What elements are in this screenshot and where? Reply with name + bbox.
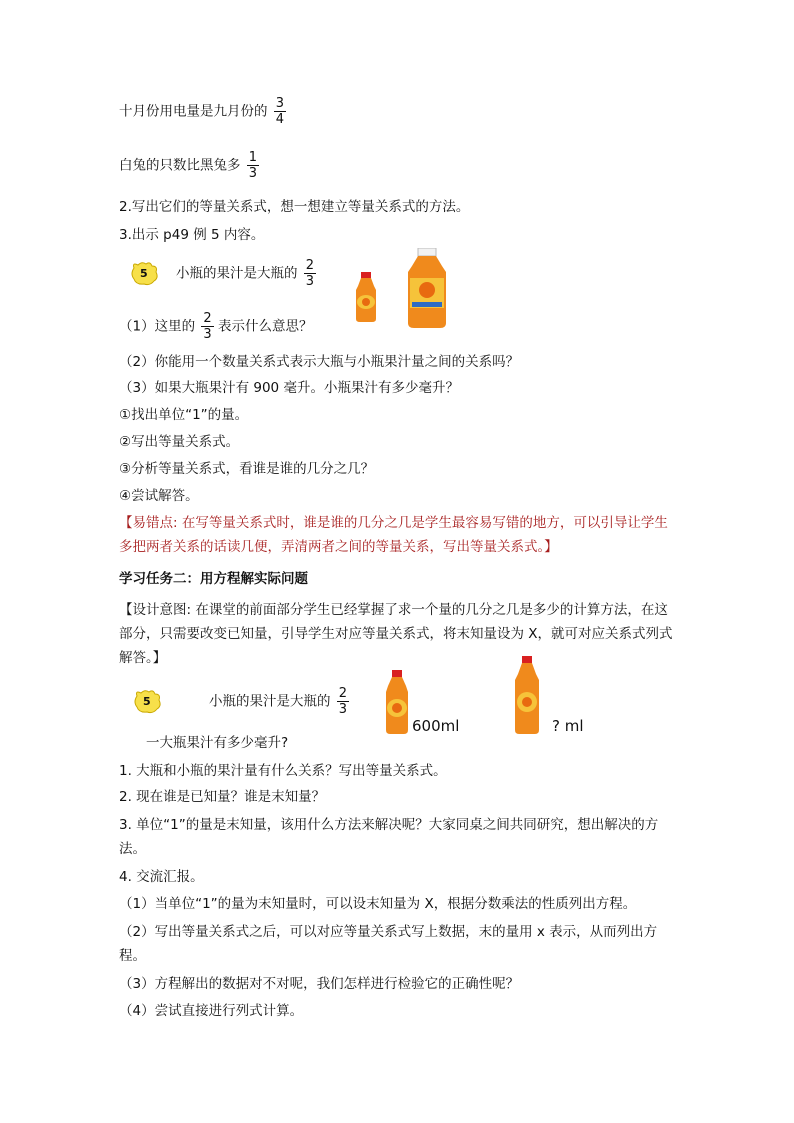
small-juice-bottle-600ml [382, 670, 412, 734]
fraction-one-third: $\frac{1}{3}$ [248, 150, 258, 181]
sub-step-2: ②写出等量关系式。 [119, 434, 240, 450]
sentence-electricity-text: 十月份用电量是九月份的 [119, 103, 268, 120]
example-badge-number: 5 [140, 267, 148, 280]
report-point-4: （4）尝试直接进行列式计算。 [119, 1003, 304, 1019]
small-juice-bottle [352, 272, 380, 322]
question-1-suffix: 表示什么意思？ [217, 318, 313, 335]
example1-caption [176, 258, 316, 289]
question-3: （3）如果大瓶果汁有 900 毫升。小瓶果汁有多少毫升？ [119, 380, 459, 396]
sentence-rabbits-text: 白兔的只数比黑兔多 [119, 157, 241, 174]
design-intent-note: 【设计意图: 在课堂的前面部分学生已经掌握了求一个量的几分之几是多少的计算方法，在这部分，只需要改变已知量，引导学生对应等量关系式，将末知量设为 X，就可对应关系式列式解答。】 [119, 602, 673, 666]
sentence-rabbits [119, 150, 259, 181]
example2-badge-number: 5 [143, 695, 151, 708]
example2-caption [209, 686, 349, 717]
task-2-heading: 学习任务二：用方程解实际问题 [119, 571, 308, 587]
list-item-3: 3. 单位“1”的量是末知量，该用什么方法来解决呢？大家同桌之间共同研究，想出解决的方法。 [119, 817, 659, 857]
sub-step-3: ③分析等量关系式，看谁是谁的几分之几？ [119, 461, 375, 477]
sentence-electricity [119, 96, 286, 127]
fraction-three-quarters: $\frac{3}{4}$ [275, 96, 285, 127]
report-point-3: （3）方程解出的数据对不对呢，我们怎样进行检验它的正确性呢？ [119, 976, 520, 992]
large-juice-bottle-unknown [511, 656, 543, 734]
small-bottle-volume: 600ml [412, 717, 460, 735]
large-bottle-volume: ? ml [552, 717, 584, 735]
fraction-two-thirds: $\frac{2}{3}$ [305, 258, 315, 289]
example2-caption-text: 小瓶的果汁是大瓶的 [209, 693, 331, 710]
list-item-4: 4. 交流汇报。 [119, 869, 204, 885]
question-1 [119, 311, 312, 342]
step-2: 2.写出它们的等量关系式，想一想建立等量关系式的方法。 [119, 199, 470, 215]
error-prone-note: 【易错点: 在写等量关系式时，谁是谁的几分之几是学生最容易写错的地方，可以引导让学生多把两者关系的话读几便，弄清两者之间的等量关系，写出等量关系式。】 [119, 515, 668, 555]
list-item-1: 1. 大瓶和小瓶的果汁量有什么关系？写出等量关系式。 [119, 763, 447, 779]
question-2: （2）你能用一个数量关系式表示大瓶与小瓶果汁量之间的关系吗？ [119, 354, 520, 370]
fraction-two-thirds-q1: $\frac{2}{3}$ [203, 311, 212, 342]
list-item-2: 2. 现在谁是已知量？谁是末知量？ [119, 789, 326, 805]
step-3: 3.出示 p49 例 5 内容。 [119, 227, 265, 243]
example1-caption-text: 小瓶的果汁是大瓶的 [176, 265, 298, 282]
question-1-prefix: （1）这里的 [119, 318, 196, 335]
example2-question: 一大瓶果汁有多少毫升? [146, 735, 289, 751]
report-point-2: （2）写出等量关系式之后，可以对应等量关系式写上数据，末的量用 x 表示，从而列出方程。 [119, 924, 658, 964]
sub-step-1: ①找出单位“1”的量。 [119, 407, 249, 423]
sub-step-4: ④尝试解答。 [119, 488, 199, 504]
large-juice-bottle [404, 248, 450, 328]
fraction-two-thirds-example2: $\frac{2}{3}$ [338, 686, 348, 717]
report-point-1: （1）当单位“1”的量为末知量时，可以设末知量为 X，根据分数乘法的性质列出方程。 [119, 896, 637, 912]
